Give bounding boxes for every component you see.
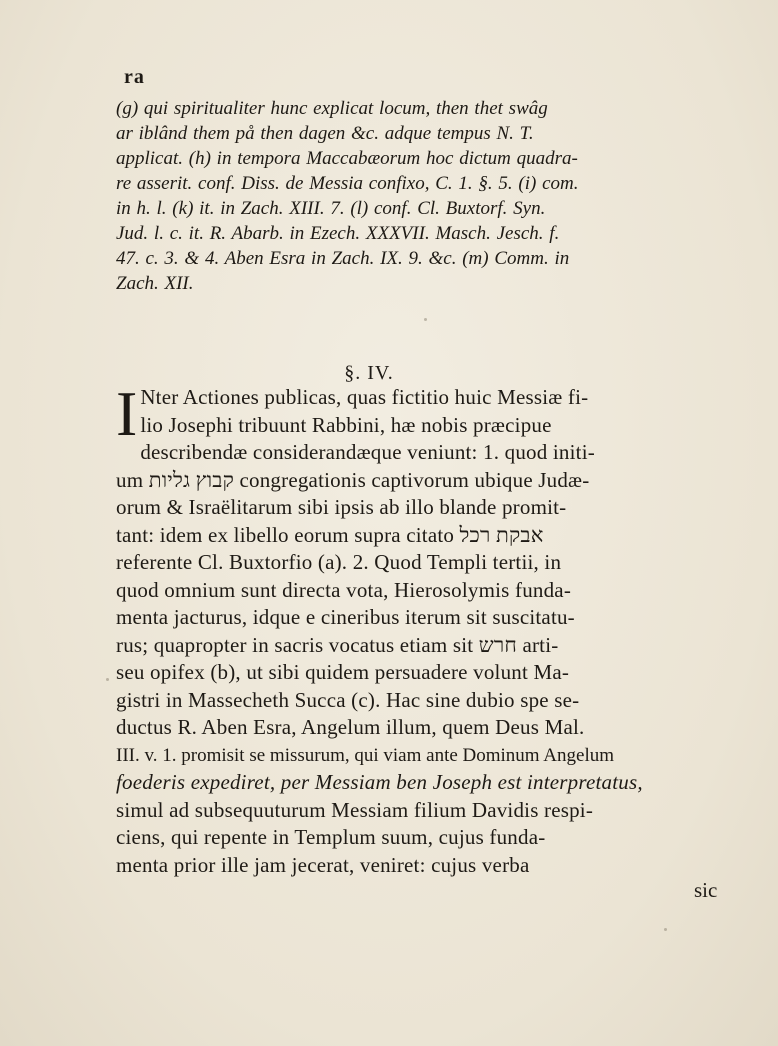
body-line: Nter Actiones publicas, quas fictitio huic Messiæ fi-: [140, 385, 589, 409]
body-line: foederis expediret, per Messiam ben Joseph est interpretatus,: [116, 770, 643, 794]
catchword: sic: [694, 878, 718, 902]
footnote-line: applicat. (h) in tempora Maccabæorum hoc dictum quadra-: [116, 148, 578, 169]
drop-cap-initial: I: [116, 378, 138, 449]
body-line: referente Cl. Buxtorfio (a). 2. Quod Templi tertii, in: [116, 550, 562, 574]
footnote-line: Jud. l. c. it. R. Abarb. in Ezech. XXXVII. Masch. Jesch. f.: [116, 223, 560, 244]
body-line: gistri in Massecheth Succa (c). Hac sine dubio spe se-: [116, 687, 580, 712]
body-line: simul ad subsequuturum Messiam filium Davidis respi-: [116, 797, 594, 822]
page-number: ra: [124, 66, 145, 88]
footnote-line: 47. c. 3. & 4. Aben Esra in Zach. IX. 9. &c. (m) Comm. in: [116, 248, 570, 269]
body-line: tant: idem ex libello eorum supra citato אבקת רכל: [116, 522, 544, 547]
body-line: quod omnium sunt directa vota, Hierosolymis funda-: [116, 577, 572, 602]
footnotes-block: [116, 96, 756, 296]
body-text-block: [116, 378, 756, 879]
body-line: III. v. 1. promisit se missurum, qui viam ante Dominum Angelum: [116, 744, 614, 766]
body-line: um קבוץ גליות congregationis captivorum ubique Judæ-: [116, 467, 590, 492]
paper-speck: [664, 928, 667, 931]
body-line: menta prior ille jam jecerat, veniret: cujus verba: [116, 852, 530, 877]
body-line: rus; quapropter in sacris vocatus etiam sit חרש arti-: [116, 632, 559, 657]
section-heading-text: §. IV.: [344, 362, 394, 384]
body-line: lio Josephi tribuunt Rabbini, hæ nobis præcipue: [140, 412, 552, 437]
body-line: menta jacturus, idque e cineribus iterum sit suscitatu-: [116, 605, 575, 629]
body-line: describendæ considerandæque veniunt: 1. quod initi-: [140, 440, 595, 464]
paper-speck: [106, 678, 109, 681]
footnote-line: in h. l. (k) it. in Zach. XIII. 7. (l) conf. Cl. Buxtorf. Syn.: [116, 198, 546, 219]
footnote-line: Zach. XII.: [116, 273, 194, 294]
footnote-line: ar iblând them på then dagen &c. adque tempus N. T.: [116, 123, 534, 144]
body-line: ciens, qui repente in Templum suum, cujus funda-: [116, 825, 546, 849]
footnote-line: (g) qui spiritualiter hunc explicat locum, then thet swâg: [116, 98, 548, 119]
footnote-line: re asserit. conf. Diss. de Messia confixo, C. 1. §. 5. (i) com.: [116, 173, 579, 194]
body-line: seu opifex (b), ut sibi quidem persuadere volunt Ma-: [116, 660, 570, 684]
paper-speck: [424, 318, 427, 321]
body-line: ductus R. Aben Esra, Angelum illum, quem Deus Mal.: [116, 715, 585, 739]
body-line: orum & Israëlitarum sibi ipsis ab illo blande promit-: [116, 495, 567, 519]
